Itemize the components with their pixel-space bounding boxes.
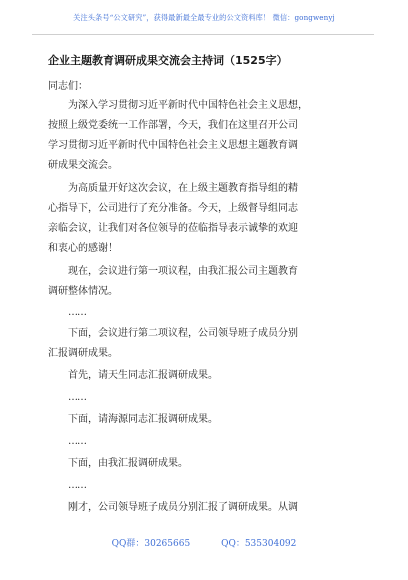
paragraph-line: 按照上级党委统一工作部署，今天，我们在这里召开公司: [48, 120, 298, 131]
paragraph-line: 汇报调研成果。: [48, 348, 118, 359]
paragraph-line: 刚才，公司领导班子成员分别汇报了调研成果。从调: [68, 502, 298, 513]
paragraph-line: 首先，请天生同志汇报调研成果。: [68, 370, 218, 381]
paragraph-line: 为高质量开好这次会议，在上级主题教育指导组的精: [68, 183, 298, 194]
qq-contact-link[interactable]: QQ：535304092: [221, 539, 297, 549]
ellipsis: ……: [68, 307, 86, 318]
paragraph-line: 现在，会议进行第一项议程，由我汇报公司主题教育: [68, 266, 298, 277]
paragraph-line: 下面，由我汇报调研成果。: [68, 458, 188, 469]
header-divider: [32, 34, 374, 35]
paragraph-line: 和衷心的感谢！: [48, 243, 118, 254]
ellipsis: ……: [68, 480, 86, 491]
ellipsis: ……: [68, 436, 86, 447]
paragraph-line: 为深入学习贯彻习近平新时代中国特色社会主义思想，: [68, 100, 308, 111]
ellipsis: ……: [68, 392, 86, 403]
paragraph-line: 下面，请海源同志汇报调研成果。: [68, 414, 218, 425]
qq-group-link[interactable]: QQ群：30265665: [111, 539, 191, 549]
document-title: 企业主题教育调研成果交流会主持词（1525字）: [48, 54, 288, 67]
paragraph-line: 下面，会议进行第二项议程，公司领导班子成员分别: [68, 328, 298, 339]
salutation: 同志们：: [48, 81, 88, 92]
paragraph-line: 心指导下，公司进行了充分准备。今天，上级督导组同志: [48, 203, 298, 214]
paragraph-line: 调研整体情况。: [48, 286, 118, 297]
footer-contact: [0, 536, 408, 549]
header-note: 关注头条号“公文研究”，获得最新最全最专业的公文资料库！ 微信：gongwenyj: [73, 13, 335, 22]
paragraph-line: 研成果交流会。: [48, 160, 118, 171]
paragraph-line: 亲临会议，让我们对各位领导的莅临指导表示诚挚的欢迎: [48, 223, 298, 234]
paragraph-line: 学习贯彻习近平新时代中国特色社会主义思想主题教育调: [48, 140, 298, 151]
